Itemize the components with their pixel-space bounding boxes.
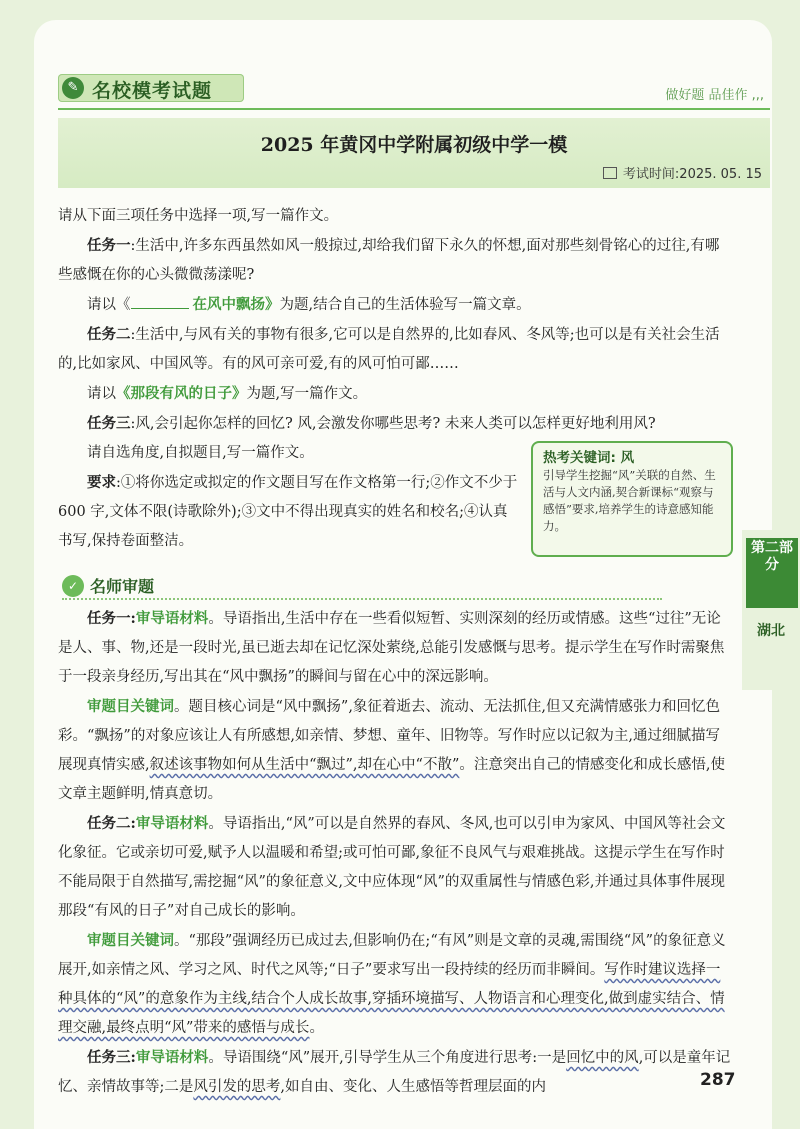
exam-date-text: 考试时间:2025. 05. 15 <box>622 167 762 182</box>
task2-req-b: 为题,写一篇作文。 <box>246 386 368 402</box>
side-region-label: 湖北 <box>757 623 785 639</box>
review-task1 <box>58 604 733 692</box>
review-header <box>62 574 154 598</box>
prompt-intro: 请从下面三项任务中选择一项,写一篇作文。 <box>58 208 339 224</box>
task1-requirement <box>58 290 733 320</box>
exam-date <box>603 163 762 182</box>
review-task3-wavy2: 风引发的思考 <box>193 1079 281 1095</box>
task2-requirement <box>58 379 733 409</box>
review-task3-text-a: 。导语围绕“风”展开,引导学生从三个角度进行思考:一是 <box>208 1050 567 1066</box>
review-section <box>58 604 733 1102</box>
review-task2-kw-a: 。“那段”强调经历已成过去,但影响仍在;“有风”则是文章的灵魂,需围绕“风”的象征意义展开,如亲情之风、学习之风、时代之风等;“日子”要求写出一段持续的经历而非瞬间。 <box>58 933 726 978</box>
review-task1-kw-b: 。注意突出自己的情感变化和成长感悟,使文章主题鲜明,情真意切。 <box>58 757 725 802</box>
requirements-paragraph <box>58 468 518 556</box>
review-task1-kw-wavy: 叙述该事物如何从生活中“飘过”,却在心中“不散” <box>149 757 460 773</box>
review-task2-sub: 审导语材料 <box>135 815 209 832</box>
hot-keyword-box <box>531 441 733 557</box>
task3-text: :风,会引起你怎样的回忆? 风,会激发你哪些思考? 未来人类可以怎样更好地利用风? <box>130 416 656 432</box>
task1-title: 在风中飘扬》 <box>192 296 280 313</box>
task1-text: :生活中,许多东西虽然如风一般掠过,却给我们留下永久的怀想,面对那些刻骨铭心的过往,有哪些感慨在你的心头微微荡漾呢? <box>58 238 720 283</box>
pen-icon: ✎ <box>62 77 84 99</box>
task3-requirement: 请自选角度,自拟题目,写一篇作文。 <box>87 445 314 461</box>
review-task1-sub: 审导语材料 <box>135 610 209 627</box>
review-task2-label: 任务二: <box>87 815 136 832</box>
review-divider <box>62 598 662 600</box>
exam-title: 2025 年黄冈中学附属初级中学一模 <box>260 134 568 156</box>
exam-title-band <box>58 118 770 188</box>
section-header <box>58 70 770 110</box>
review-task1-label: 任务一: <box>87 610 136 627</box>
header-slogan: 做好题 品佳作 ,,, <box>665 88 764 103</box>
review-task3-text-c: ,如自由、变化、人生感悟等哲理层面的内 <box>280 1079 546 1095</box>
review-task2-kw-label: 审题目关键词 <box>87 932 174 949</box>
review-task3-text-b: ,可以是童年记忆、亲情故事等;二是 <box>58 1050 731 1095</box>
review-task2-keyword <box>58 926 733 1043</box>
task2-label: 任务二 <box>87 326 131 343</box>
task3-paragraph <box>58 409 733 439</box>
requirements-label: 要求 <box>87 474 116 491</box>
review-task2 <box>58 809 733 926</box>
section-title: 名校模考试题 <box>92 80 213 102</box>
review-task1-kw-a: 。题目核心词是“风中飘扬”,象征着逝去、流动、无法抓住,但又充满情感张力和回忆色彩。“飘扬”的对象应该让人有所感想,如亲情、梦想、童年、旧物等。写作时应以记叙为主,通过细腻描写展现真情实感, <box>58 699 721 773</box>
review-task3 <box>58 1043 733 1102</box>
task2-text: :生活中,与风有关的事物有很多,它可以是自然界的,比如春风、冬风等;也可以是有关社会生活的,比如家风、中国风等。有的风可亲可爱,有的风可怕可鄙…… <box>58 327 720 372</box>
review-task3-label: 任务三: <box>87 1049 136 1066</box>
section-tab <box>58 74 244 102</box>
review-task1-kw-label: 审题目关键词 <box>87 698 174 715</box>
review-task2-kw-b: 。 <box>309 1020 324 1036</box>
task1-label: 任务一 <box>87 237 131 254</box>
task1-req-b: 为题,结合自己的生活体验写一篇文章。 <box>279 297 531 313</box>
calendar-icon <box>603 167 617 179</box>
review-task3-sub: 审导语材料 <box>135 1049 209 1066</box>
review-task1-text: 。导语指出,生活中存在一些看似短暂、实则深刻的经历或情感。这些“过往”无论是人、事、物,还是一段时光,虽已逝去却在记忆深处萦绕,总能引发感慨与思考。提示学生在写作时需聚焦于一段亲身经历,写出其在“风中飘扬”的瞬间与留在心中的深远影响。 <box>58 611 725 685</box>
review-task3-wavy1: 回忆中的风 <box>566 1050 639 1066</box>
task1-req-a: 请以《 <box>87 297 131 313</box>
title-blank <box>131 308 189 309</box>
review-icon: ✓ <box>62 575 84 597</box>
review-task2-text: 。导语指出,“风”可以是自然界的春风、冬风,也可以引申为家风、中国风等社会文化象征。它或亲切可爱,赋予人以温暖和希望;或可怕可鄙,象征不良风气与艰难挑战。这提示学生在写作时不能局限于自然描写,需挖掘“风”的象征意义,文中应体现“风”的双重属性与情感色彩,并通过具体事件展现那段“有风的日子”对自己成长的影响。 <box>58 816 726 919</box>
hot-keyword-title: 热考关键词: 风 <box>543 450 635 466</box>
side-tab <box>742 530 800 690</box>
side-part-label: 第二部分 <box>746 538 798 608</box>
requirements-text: :①将你选定或拟定的作文题目写在作文格第一行;②作文不少于 600 字,文体不限(诗歌除外);③文中不得出现真实的姓名和校名;④认真书写,保持卷面整洁。 <box>58 475 518 549</box>
review-title: 名师审题 <box>90 577 155 596</box>
task2-paragraph <box>58 320 733 379</box>
hot-keyword-body: 引导学生挖掘“风”关联的自然、生活与人文内涵,契合新课标“观察与感悟”要求,培养学生的诗意感知能力。 <box>543 468 716 533</box>
task2-title: 《那段有风的日子》 <box>116 385 247 402</box>
task3-label: 任务三 <box>87 415 131 432</box>
task1-paragraph <box>58 231 733 290</box>
review-task2-kw-wavy: 写作时建议选择一种具体的“风”的意象作为主线,结合个人成长故事,穿插环境描写、人物语言和心理变化,做到虚实结合、情理交融,最终点明“风”带来的感悟与成长 <box>58 962 725 1036</box>
review-task1-keyword <box>58 692 733 809</box>
task2-req-a: 请以 <box>87 386 116 402</box>
page-number: 287 <box>700 1070 736 1090</box>
